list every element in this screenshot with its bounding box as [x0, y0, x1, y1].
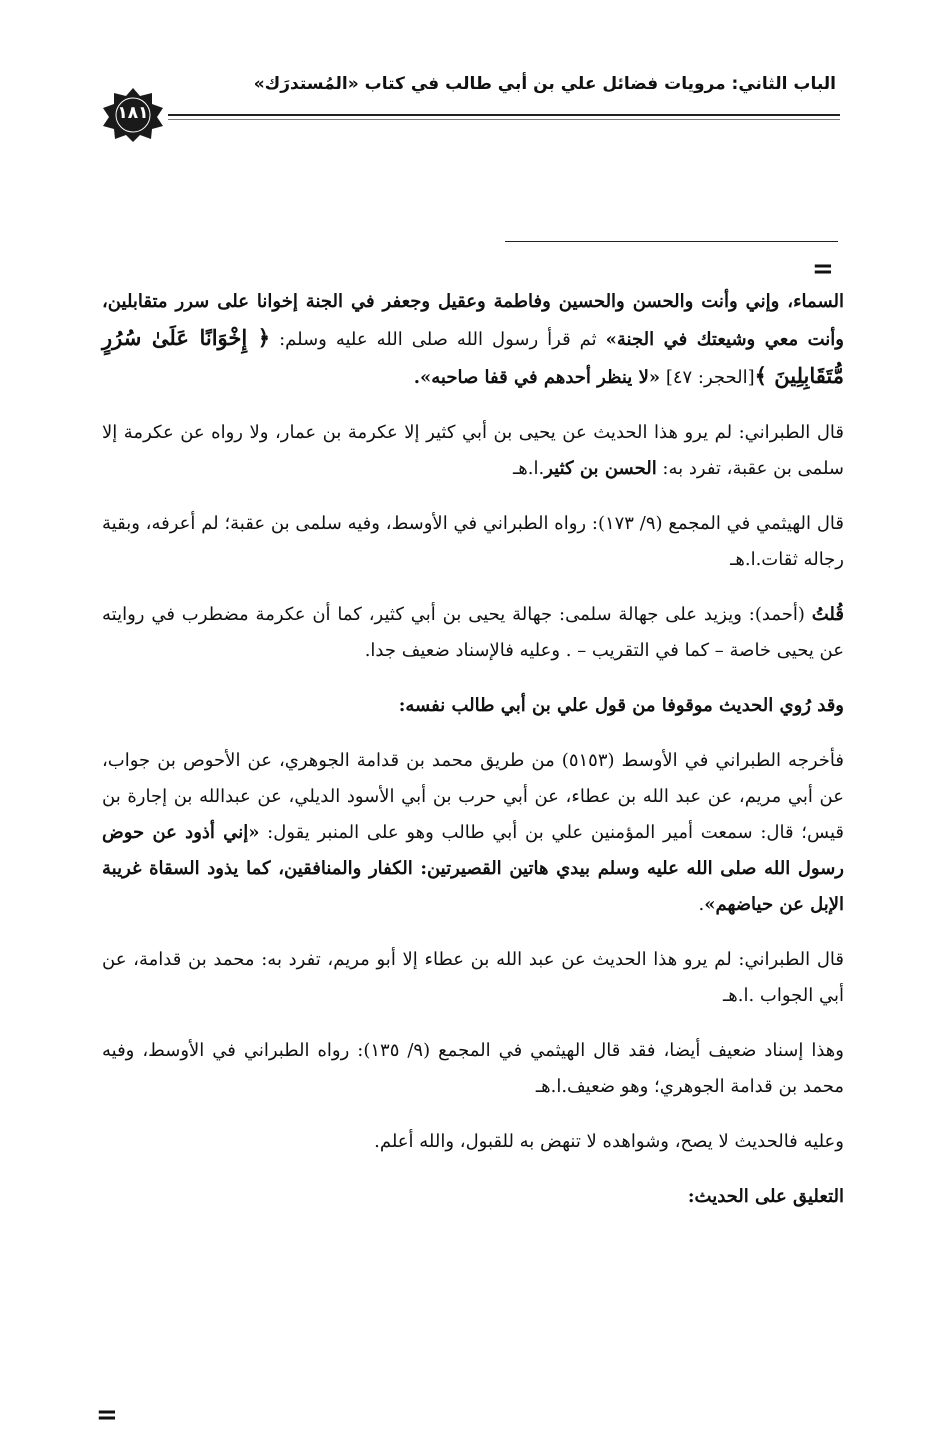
paragraph-haythami-comment-2: وهذا إسناد ضعيف أيضا، فقد قال الهيثمي في المجمع (٩/ ١٣٥): رواه الطبراني في الأوسط، وفيه محمد بن قدامة الجوهري؛ وهو ضعيف.ا.هـ	[102, 1040, 844, 1097]
paragraph-text: قال الطبراني: لم يرو هذا الحديث عن يحيى بن أبي كثير إلا عكرمة بن عمار، ولا رواه عن عكرمة إلا سلمى بن عقبة، تفرد به:	[102, 422, 844, 479]
paragraph-tabarani-comment-2: قال الطبراني: لم يرو هذا الحديث عن عبد الله بن عطاء إلا أبو مريم، تفرد به: محمد بن قدامة، عن أبي الجواب .ا.هـ	[102, 949, 844, 1006]
mawquf-text: «إني أذود عن حوض رسول الله صلى الله عليه وسلم بيدي هاتين القصيرتين: الكفار والمنافقين، كما يذود السقاة غريبة الإبل عن حياضهم»	[102, 822, 844, 915]
narrator-name: الحسن بن كثير	[544, 458, 657, 479]
paragraph-conclusion: وعليه فالحديث لا يصح، وشواهده لا تنهض به للقبول، والله أعلم.	[374, 1131, 844, 1152]
paragraph-text-end: .ا.هـ	[513, 458, 545, 479]
author-note-label: قُلتُ	[811, 604, 844, 625]
hadith-text-ending: «لا ينظر أحدهم في قفا صاحبه».	[413, 367, 661, 388]
period: .	[698, 894, 705, 915]
paragraph-tabarani-comment	[102, 415, 844, 487]
header-rule	[168, 114, 840, 116]
paragraph-hadith-text	[102, 284, 844, 396]
separator-rule	[505, 241, 838, 242]
quran-verse: ﴿ إِخْوَانًا عَلَىٰ سُرُرٍ مُّتَقَابِلِينَ ﴾	[102, 325, 844, 388]
verse-reference: [الحجر: ٤٧]	[660, 367, 755, 388]
continuation-mark-top: =	[812, 254, 834, 284]
running-header-title: الباب الثاني: مرويات فضائل علي بن أبي طالب في كتاب «المُستدرَك»	[253, 74, 836, 94]
paragraph-haythami-comment: قال الهيثمي في المجمع (٩/ ١٧٣): رواه الطبراني في الأوسط، وفيه سلمى بن عقبة؛ لم أعرفه، وبقية رجاله ثقات.ا.هـ	[102, 513, 844, 570]
chain-text: فأخرجه الطبراني في الأوسط (٥١٥٣) من طريق محمد بن قدامة الجوهري، عن الأحوص بن جواب، عن أبي مريم، عن عبد الله بن عطاء، عن أبي حرب بن أبي الأسود الديلي، عن عبدالله بن إجارة بن قيس؛ قال: سمعت أمير المؤمنين علي بن أبي طالب وهو على المنبر يقول:	[102, 750, 844, 843]
paragraph-mawquf-chain	[102, 743, 844, 923]
hadith-text: السماء، وإني وأنت والحسن والحسين وفاطمة وعقيل وجعفر في الجنة إخوانا على سرر متقابلين، وأنت معي وشيعتك في الجنة»	[102, 291, 845, 350]
section-heading-commentary: التعليق على الحديث:	[687, 1186, 844, 1207]
paragraph-mawquf-heading: وقد رُوي الحديث موقوفا من قول علي بن أبي طالب نفسه:	[398, 695, 844, 716]
page-body	[102, 284, 844, 1234]
continuation-mark-bottom: =	[96, 1400, 118, 1430]
page-number: ١٨١	[117, 103, 149, 123]
author-note-text: (أحمد): ويزيد على جهالة سلمى: جهالة يحيى بن أبي كثير، كما أن عكرمة مضطرب في روايته عن يحيى خاصة – كما في التقريب – . وعليه فالإسناد ضعيف جدا.	[102, 604, 844, 661]
narration-link: ثم قرأ رسول الله صلى الله عليه وسلم:	[270, 329, 606, 350]
header-rule-thin	[168, 119, 840, 120]
paragraph-author-note	[102, 597, 844, 669]
